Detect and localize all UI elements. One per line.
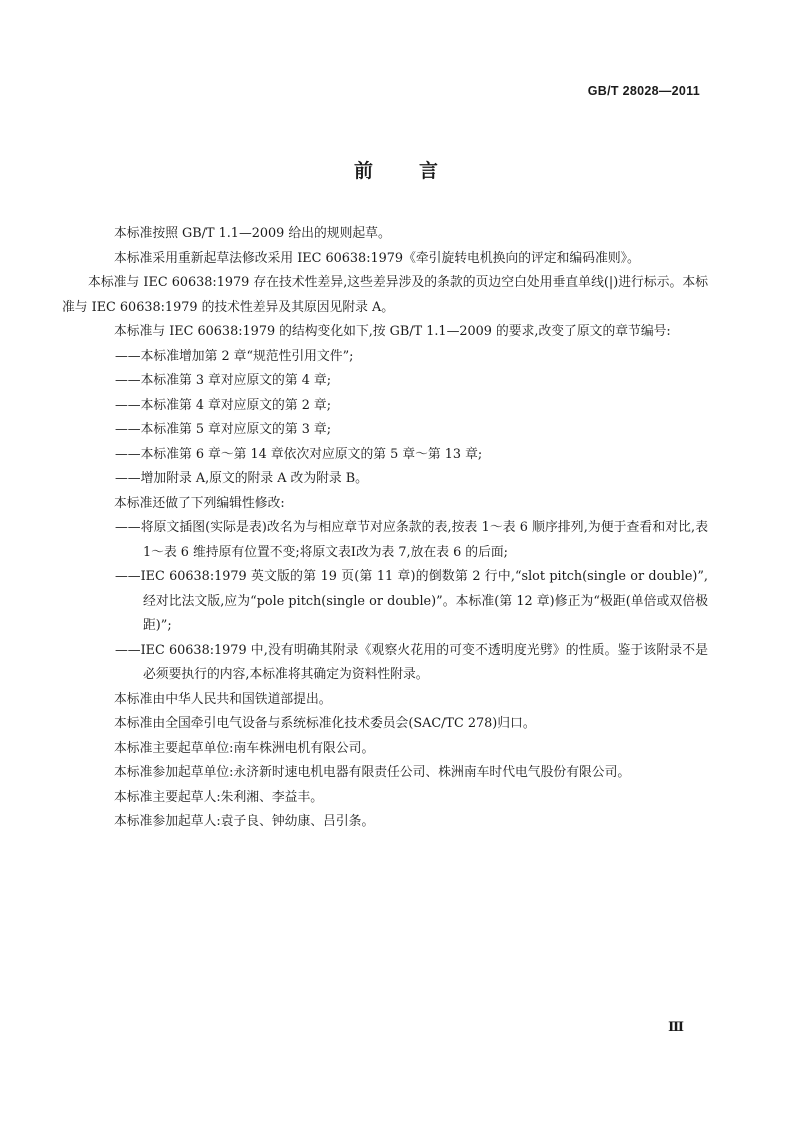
page-title	[0, 156, 794, 183]
paragraph: 本标准参加起草单位:永济新时速电机电器有限责任公司、株洲南车时代电气股份有限公司。	[114, 765, 631, 780]
list-item: ——将原文插图(实际是表)改名为与相应章节对应条款的表,按表 1～表 6 顺序排列,为便于查看和对比,表 1～表 6 维持原有位置不变;将原文表Ⅰ改为表 7,放在表 6 的后面;	[115, 520, 708, 560]
standard-code: GB/T 28028—2011	[587, 84, 700, 98]
title-char-2: 言	[419, 160, 441, 182]
list-item: ——本标准第 6 章～第 14 章依次对应原文的第 5 章～第 13 章;	[115, 446, 483, 462]
paragraph: 本标准主要起草单位:南车株洲电机有限公司。	[114, 740, 375, 756]
list-item: ——增加附录 A,原文的附录 A 改为附录 B。	[115, 471, 368, 486]
list-item: ——本标准第 4 章对应原文的第 2 章;	[115, 397, 332, 413]
list-item: ——本标准第 5 章对应原文的第 3 章;	[115, 422, 332, 437]
list-item: ——IEC 60638:1979 英文版的第 19 页(第 11 章)的倒数第 2 行中,“slot pitch(single or double)”,经对比法文版,应为“pole pitch(single or double)”。本标准(第 12 章)修正为“极距(单倍或双倍极距)”;	[115, 569, 708, 633]
list-item: ——本标准增加第 2 章“规范性引用文件”;	[115, 348, 354, 364]
paragraph: 本标准参加起草人:袁子良、钟幼康、吕引条。	[114, 814, 375, 829]
foreword-body	[62, 222, 708, 835]
list-item: ——IEC 60638:1979 中,没有明确其附录《观察火花用的可变不透明度光劈》的性质。鉴于该附录不是必须要执行的内容,本标准将其确定为资料性附录。	[115, 642, 708, 682]
paragraph: 本标准按照 GB/T 1.1—2009 给出的规则起草。	[114, 226, 391, 241]
paragraph: 本标准与 IEC 60638:1979 存在技术性差异,这些差异涉及的条款的页边空白处用垂直单线(|)进行标示。本标准与 IEC 60638:1979 的技术性差异及其原因见附录 A。	[62, 275, 708, 315]
paragraph: 本标准与 IEC 60638:1979 的结构变化如下,按 GB/T 1.1—2009 的要求,改变了原文的章节编号:	[114, 324, 671, 339]
title-char-1: 前	[353, 160, 375, 182]
list-item: ——本标准第 3 章对应原文的第 4 章;	[115, 373, 332, 388]
page-number: Ⅲ	[668, 1020, 684, 1035]
paragraph: 本标准由全国牵引电气设备与系统标准化技术委员会(SAC/TC 278)归口。	[114, 716, 536, 731]
paragraph: 本标准还做了下列编辑性修改:	[114, 495, 285, 511]
paragraph: 本标准主要起草人:朱利湘、李益丰。	[114, 789, 324, 805]
paragraph: 本标准采用重新起草法修改采用 IEC 60638:1979《牵引旋转电机换向的评定和编码准则》。	[114, 250, 640, 266]
paragraph: 本标准由中华人民共和国铁道部提出。	[114, 691, 332, 707]
